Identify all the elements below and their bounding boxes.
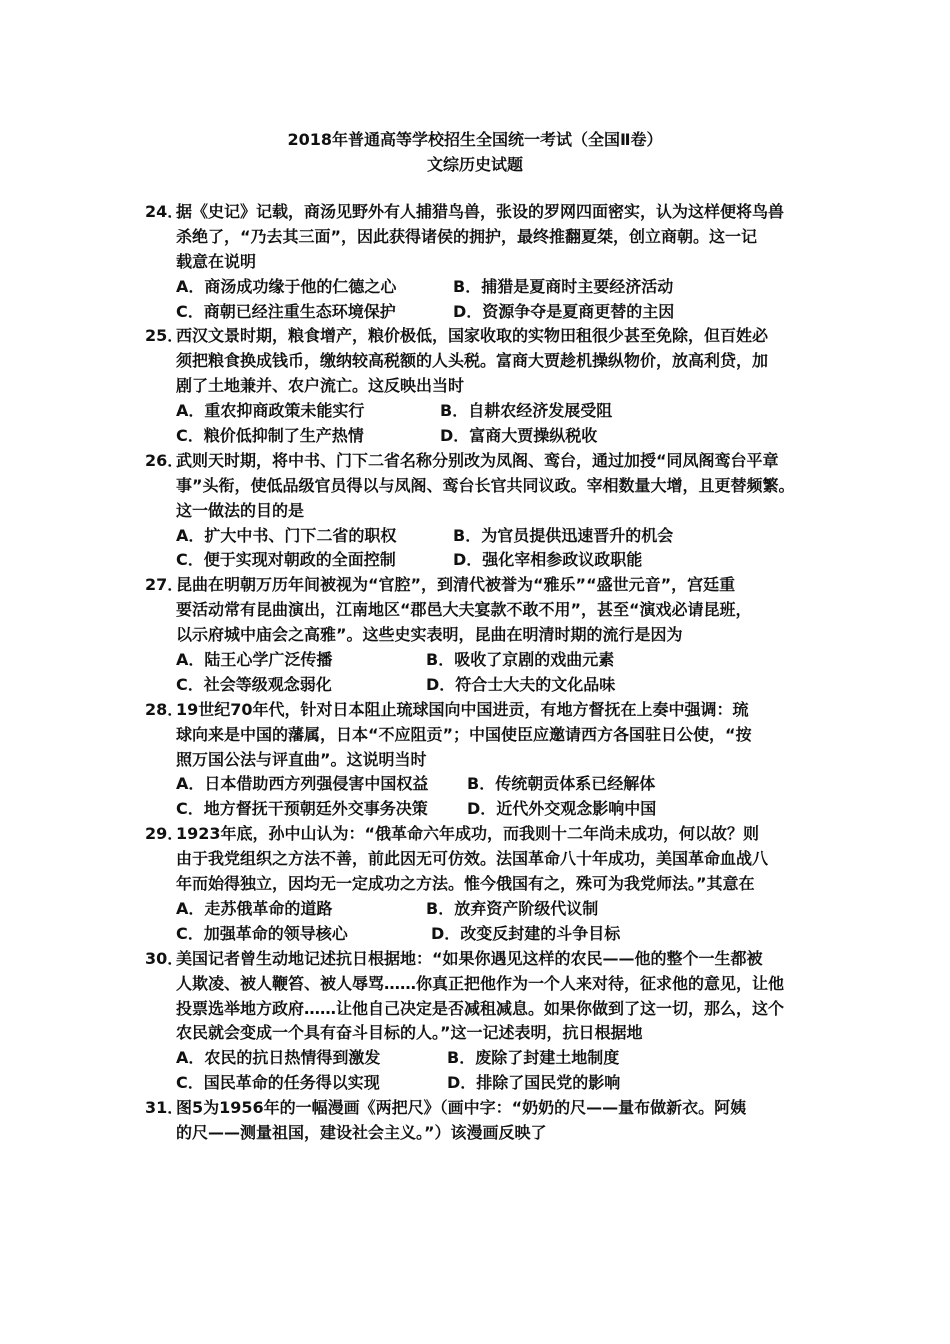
question-text: 照万国公法与评直曲”。这说明当时 <box>176 749 427 769</box>
option-row <box>145 797 825 822</box>
question-number: 26． <box>145 450 184 470</box>
option-d[interactable]: D．近代外交观念影响中国 <box>467 799 657 819</box>
option-d[interactable]: D．排除了国民党的影响 <box>447 1073 621 1093</box>
option-b[interactable]: B．为官员提供迅速晋升的机会 <box>453 525 674 545</box>
option-d[interactable]: D．改变反封建的斗争目标 <box>431 923 621 943</box>
option-row <box>145 1071 825 1096</box>
question-number: 24． <box>145 202 184 221</box>
question-31 <box>145 1096 825 1146</box>
option-d[interactable]: D．资源争夺是夏商更替的主因 <box>453 301 675 321</box>
option-row <box>145 772 825 797</box>
question-text-line <box>145 349 825 374</box>
question-24 <box>145 200 825 324</box>
question-text: 事”头衔，使低品级官员得以与凤阁、鸾台长官共同议政。宰相数量大增，且更替频繁。 <box>176 475 795 495</box>
question-text: 的尺——测量祖国，建设社会主义。”）该漫画反映了 <box>176 1122 547 1142</box>
question-list <box>145 200 825 1146</box>
question-text: 西汉文景时期，粮食增产，粮价极低，国家收取的实物田租很少甚至免除，但百姓必 <box>176 326 769 346</box>
question-text-line <box>145 374 825 399</box>
question-text: 年而始得独立，因均无一定成功之方法。惟今俄国有之，殊可为我党师法。”其意在 <box>176 874 755 894</box>
question-text-line <box>145 573 825 598</box>
option-a[interactable]: A．农民的抗日热情得到激发 <box>176 1048 381 1068</box>
question-text: 19世纪70年代，针对日本阻止琉球国向中国进贡，有地方督抚在上奏中强调：琉 <box>176 699 749 719</box>
exam-subtitle: 文综历史试题 <box>426 155 523 174</box>
option-a[interactable]: A．重农抑商政策未能实行 <box>176 401 365 421</box>
question-number: 27． <box>145 575 184 595</box>
question-text-line <box>145 947 825 972</box>
question-26 <box>145 449 825 573</box>
question-text-line <box>145 1121 825 1146</box>
question-number: 28． <box>145 699 184 719</box>
option-row <box>145 524 825 549</box>
option-d[interactable]: D．强化宰相参政议政职能 <box>453 550 643 570</box>
option-row <box>145 1046 825 1071</box>
question-text-line <box>145 1096 825 1121</box>
option-b[interactable]: B．废除了封建土地制度 <box>447 1048 620 1068</box>
question-text: 农民就会变成一个具有奋斗目标的人。”这一记述表明，抗日根据地 <box>176 1023 643 1043</box>
question-text: 人欺凌、被人鞭笞、被人辱骂……你真正把他作为一个人来对待，征求他的意见，让他 <box>176 973 785 993</box>
question-text-line <box>145 1021 825 1046</box>
option-c[interactable]: C．商朝已经注重生态环境保护 <box>176 301 396 321</box>
question-text: 以示府城中庙会之高雅”。这些史实表明，昆曲在明清时期的流行是因为 <box>176 625 683 645</box>
question-text: 图5为1956年的一幅漫画《两把尺》（画中字：“奶奶的尺——量布做新衣。阿姨 <box>176 1098 747 1118</box>
question-text: 由于我党组织之方法不善，前此因无可仿效。法国革命八十年成功，美国革命血战八 <box>176 849 769 869</box>
question-30 <box>145 947 825 1096</box>
option-row <box>145 275 825 300</box>
option-b[interactable]: B．传统朝贡体系已经解体 <box>467 774 656 794</box>
option-a[interactable]: A．日本借助西方列强侵害中国权益 <box>176 774 429 794</box>
option-b[interactable]: B．放弃资产阶级代议制 <box>426 898 599 918</box>
option-c[interactable]: C．地方督抚干预朝廷外交事务决策 <box>176 799 428 819</box>
option-row <box>145 673 825 698</box>
option-c[interactable]: C．粮价低抑制了生产热情 <box>176 426 364 446</box>
option-c[interactable]: C．加强革命的领导核心 <box>176 923 348 943</box>
question-text-line <box>145 623 825 648</box>
question-text-line <box>145 598 825 623</box>
question-text: 要活动常有昆曲演出，江南地区“郡邑大夫宴款不敢不用”，甚至“演戏必请昆班， <box>176 600 752 620</box>
question-text: 武则天时期，将中书、门下二省名称分别改为凤阁、鸾台，通过加授“同凤阁鸾台平章 <box>176 450 779 470</box>
option-d[interactable]: D．符合士大夫的文化品味 <box>426 674 616 694</box>
question-text-line <box>145 499 825 524</box>
option-b[interactable]: B．捕猎是夏商时主要经济活动 <box>453 276 674 296</box>
question-text-line <box>145 250 825 275</box>
question-number: 25． <box>145 326 184 346</box>
option-d[interactable]: D．富商大贾操纵税收 <box>440 426 598 446</box>
question-text: 投票选举地方政府……让他自己决定是否减租减息。如果你做到了这一切，那么，这个 <box>176 998 785 1018</box>
question-text: 剧了土地兼并、农户流亡。这反映出当时 <box>176 376 465 396</box>
question-text-line <box>145 847 825 872</box>
question-text: 球向来是中国的藩属，日本“不应阻贡”；中国使臣应邀请西方各国驻日公使，“按 <box>176 724 752 744</box>
question-text: 这一做法的目的是 <box>176 500 305 520</box>
option-c[interactable]: C．社会等级观念弱化 <box>176 674 332 694</box>
question-text-line <box>145 698 825 723</box>
question-text: 据《史记》记载，商汤见野外有人捕猎鸟兽，张设的罗网四面密实，认为这样便将鸟兽 <box>176 202 785 221</box>
question-text-line <box>145 449 825 474</box>
question-text-line <box>145 474 825 499</box>
option-row <box>145 399 825 424</box>
question-text-line <box>145 200 825 225</box>
option-row <box>145 548 825 573</box>
question-text-line <box>145 723 825 748</box>
exam-title: 2018年普通高等学校招生全国统一考试（全国Ⅱ卷） <box>287 130 663 149</box>
question-27 <box>145 573 825 697</box>
question-text: 美国记者曾生动地记述抗日根据地：“如果你遇见这样的农民——他的整个一生都被 <box>176 948 763 968</box>
option-row <box>145 424 825 449</box>
question-text-line <box>145 997 825 1022</box>
question-29 <box>145 822 825 946</box>
question-text: 1923年底，孙中山认为：“俄革命六年成功，而我则十二年尚未成功，何以故？则 <box>176 824 760 844</box>
question-text-line <box>145 324 825 349</box>
option-a[interactable]: A．陆王心学广泛传播 <box>176 650 333 670</box>
option-a[interactable]: A．走苏俄革命的道路 <box>176 898 333 918</box>
option-row <box>145 300 825 325</box>
option-row <box>145 922 825 947</box>
question-number: 30． <box>145 948 184 968</box>
question-text: 须把粮食换成钱币，缴纳较高税额的人头税。富商大贾趁机操纵物价，放高利贷，加 <box>176 351 769 371</box>
option-b[interactable]: B．自耕农经济发展受阻 <box>440 401 613 421</box>
question-text: 杀绝了，“乃去其三面”，因此获得诸侯的拥护，最终推翻夏桀，创立商朝。这一记 <box>176 226 758 246</box>
option-c[interactable]: C．便于实现对朝政的全面控制 <box>176 550 396 570</box>
question-text-line <box>145 872 825 897</box>
question-text-line <box>145 225 825 250</box>
question-text-line <box>145 972 825 997</box>
question-text-line <box>145 822 825 847</box>
question-number: 31． <box>145 1098 184 1118</box>
option-row <box>145 648 825 673</box>
question-text-line <box>145 748 825 773</box>
option-a[interactable]: A．扩大中书、门下二省的职权 <box>176 525 397 545</box>
question-text: 昆曲在明朝万历年间被视为“官腔”，到清代被誉为“雅乐”“盛世元音”，宫廷重 <box>176 575 736 595</box>
question-number: 29． <box>145 824 184 844</box>
question-25 <box>145 324 825 448</box>
question-28 <box>145 698 825 822</box>
option-c[interactable]: C．国民革命的任务得以实现 <box>176 1073 380 1093</box>
option-a[interactable]: A．商汤成功缘于他的仁德之心 <box>176 276 397 296</box>
option-row <box>145 897 825 922</box>
option-b[interactable]: B．吸收了京剧的戏曲元素 <box>426 650 615 670</box>
question-text: 载意在说明 <box>176 251 257 271</box>
